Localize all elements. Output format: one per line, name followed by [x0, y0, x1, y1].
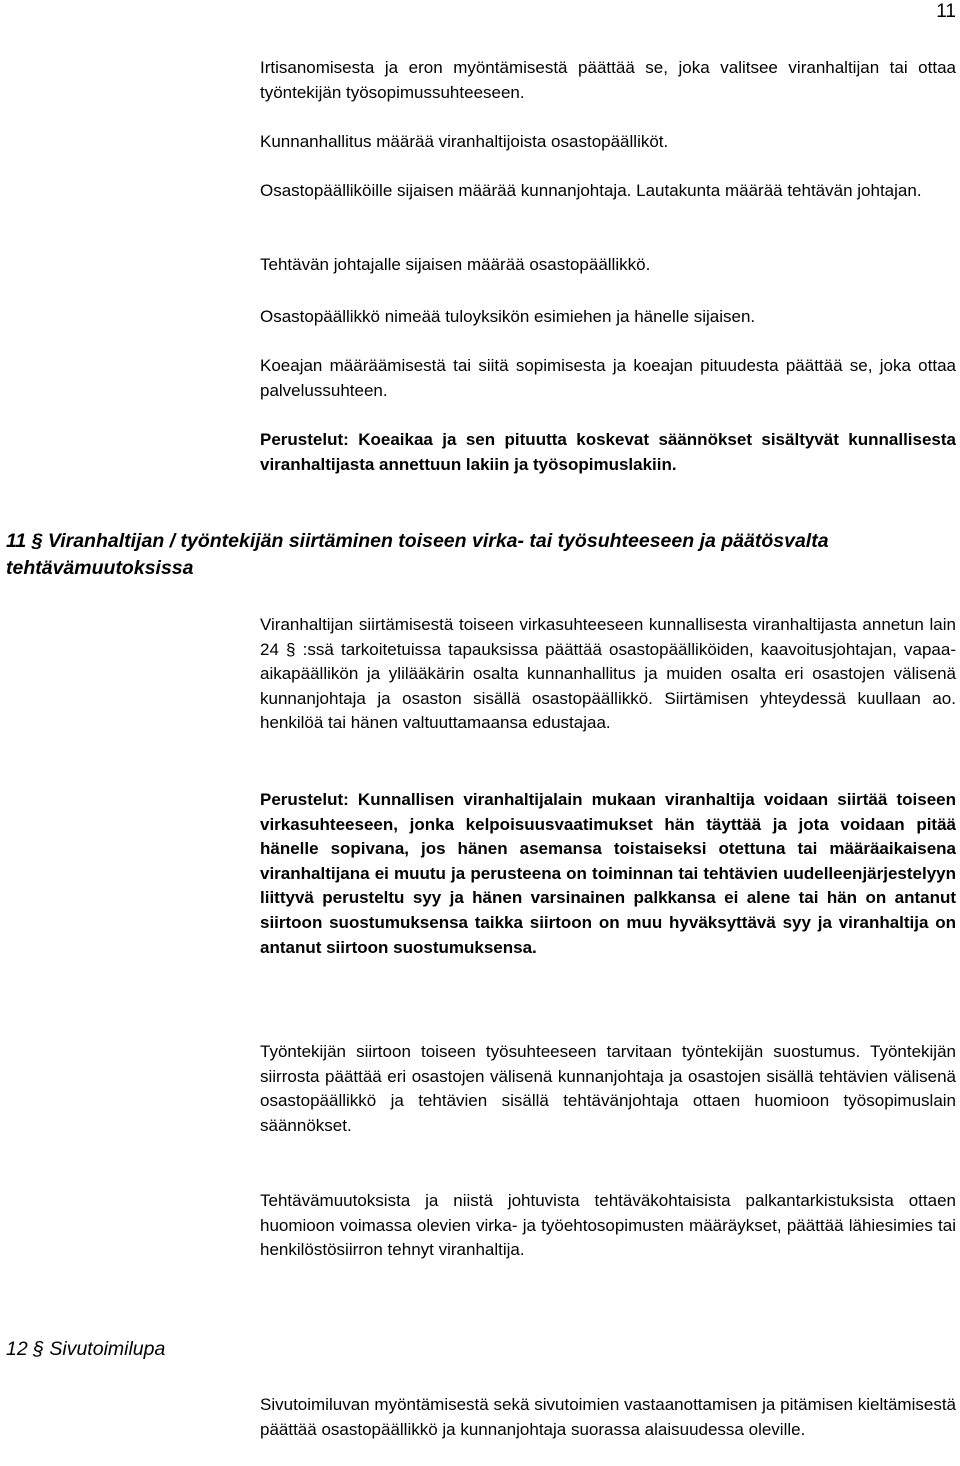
- page-number: 11: [936, 1, 956, 22]
- paragraph-task-changes: Tehtävämuutoksista ja niistä johtuvista tehtäväkohtaisista palkantarkistuksista ottaen huomioon voimassa olevien virka- ja työehtosopimusten määräykset, päättää lähiesimies tai henkilöstösiirron tehnyt viranhaltija.: [260, 1191, 956, 1260]
- paragraph-substitutes: Osastopäälliköille sijaisen määrää kunnanjohtaja. Lautakunta määrää tehtävän johtajan.: [260, 181, 922, 200]
- paragraph-side-job-permit: Sivutoimiluvan myöntämisestä sekä sivutoimien vastaanottamisen ja pitämisen kieltämisestä päättää osastopäällikkö ja kunnanjohtaja suorassa alaisuudessa oleville.: [260, 1395, 956, 1439]
- section-heading-11: 11 § Viranhaltijan / työntekijän siirtäminen toiseen virka- tai työsuhteeseen ja päätösvalta tehtävämuutoksissa: [6, 530, 829, 579]
- paragraph-transfer-employee: Työntekijän siirtoon toiseen työsuhteeseen tarvitaan työntekijän suostumus. Työntekijän siirrosta päättää eri osastojen välisenä kunnanjohtaja ja osastojen sisällä tehtävien välisenä osastopäällikkö ja tehtävien sisällä tehtävänjohtaja ottaen huomioon työsopimuslain säännökset.: [260, 1042, 956, 1135]
- paragraph-unit-supervisor: Osastopäällikkö nimeää tuloyksikön esimiehen ja hänelle sijaisen.: [260, 307, 756, 326]
- paragraph-department-heads: Kunnanhallitus määrää viranhaltijoista osastopäälliköt.: [260, 132, 669, 151]
- paragraph-transfer-officeholder: Viranhaltijan siirtämisestä toiseen virkasuhteeseen kunnallisesta viranhaltijasta annetun lain 24 § :ssä tarkoitetuissa tapauksissa päättää osastopäälliköiden, kaavoitusjohtajan, vapaa-aikapäällikön ja ylilääkärin osalta kunnanhallitus ja muiden osalta eri osastojen välisenä kunnanjohtaja ja osaston sisällä osastopäällikkö. Siirtämisen yhteydessä kuullaan ao. henkilöä tai hänen valtuuttamaansa edustajaa.: [260, 615, 956, 733]
- paragraph-task-leader-substitute: Tehtävän johtajalle sijaisen määrää osastopäällikkö.: [260, 255, 651, 274]
- paragraph-probation-grounds: Perustelut: Koeaikaa ja sen pituutta koskevat säännökset sisältyvät kunnallisesta viranhaltijasta annettuun lakiin ja työsopimuslakiin.: [260, 430, 956, 474]
- section-heading-12: 12 § Sivutoimilupa: [6, 1338, 166, 1360]
- paragraph-dismissal: Irtisanomisesta ja eron myöntämisestä päättää se, joka valitsee viranhaltijan tai ottaa työntekijän työsopimussuhteeseen.: [260, 58, 956, 102]
- paragraph-probation: Koeajan määräämisestä tai siitä sopimisesta ja koeajan pituudesta päättää se, joka ottaa palvelussuhteen.: [260, 356, 956, 400]
- paragraph-transfer-grounds: Perustelut: Kunnallisen viranhaltijalain mukaan viranhaltija voidaan siirtää toiseen virkasuhteeseen, jonka kelpoisuusvaatimukset hän täyttää ja jota voidaan pitää hänelle sopivana, jos hänen asemansa toistaiseksi otettuna tai määräaikaisena viranhaltijana ei muutu ja perusteena on toiminnan tai tehtävien uudelleenjärjestelyyn liittyvä perusteltu syy ja hänen varsinainen palkkansa ei alene tai hän on antanut siirtoon suostumuksensa taikka siirtoon on muu hyväksyttävä syy ja viranhaltija on antanut siirtoon suostumuksensa.: [260, 790, 956, 957]
